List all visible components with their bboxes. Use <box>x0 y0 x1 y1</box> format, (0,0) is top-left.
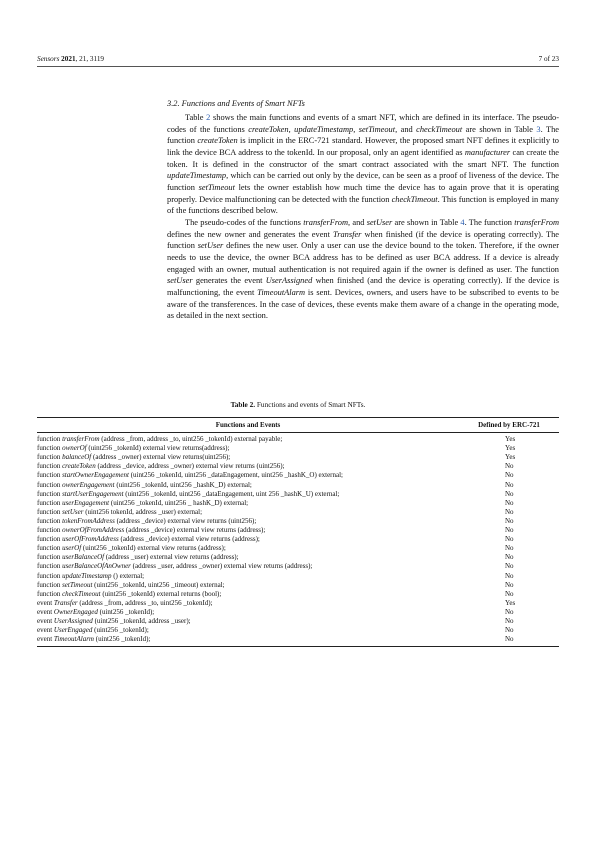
erc721-flag-cell: No <box>505 535 514 544</box>
kind-keyword: event <box>37 616 54 625</box>
erc721-flag-cell: No <box>505 616 514 625</box>
member-name: userBalanceOfAnOwner <box>62 562 131 571</box>
table-row <box>37 535 559 544</box>
table-caption-text: Functions and events of Smart NFTs. <box>255 400 366 409</box>
italic-term: checkTimeout <box>391 194 438 204</box>
member-name: ownerEngagement <box>62 480 115 489</box>
member-signature: (address _device) external view returns (address); <box>124 526 266 535</box>
column-header-erc721: Defined by ERC-721 <box>459 418 559 433</box>
text-run: The pseudo-codes of the functions <box>185 217 304 227</box>
table-row <box>37 481 559 490</box>
italic-term: TimeoutAlarm <box>257 287 306 297</box>
member-name: TimeoutAlarm <box>53 635 94 644</box>
table-reference-link[interactable]: 3 <box>536 124 541 134</box>
italic-term: setTimeout <box>358 124 396 134</box>
table-row <box>37 433 559 445</box>
table-row <box>37 471 559 480</box>
member-signature: (uint256 _tokenId, uint256 _dataEngagement, uint 256 _hashK_U) external; <box>123 489 340 498</box>
table-row <box>37 581 559 590</box>
member-signature: (uint256 _tokenId, uint256 _dataEngagement, uint256 _hashK_O) external; <box>128 471 344 480</box>
table-row <box>37 572 559 581</box>
member-signature: (uint256 _tokenId, uint256 _hashK_D) external; <box>114 480 252 489</box>
text-run: is sent. Devices, owners, and users have to be subscribed to events to be aware of the transferences. In the case of devices, these events make them aware of a change in the operating mode, as detailed in the next section. <box>167 287 560 321</box>
signature-cell <box>37 544 459 553</box>
table-row <box>37 544 559 553</box>
signature-cell <box>37 481 459 490</box>
member-signature: (address _device) external view returns (address); <box>118 535 260 544</box>
erc721-flag-cell: No <box>505 544 514 553</box>
kind-keyword: function <box>37 462 63 471</box>
kind-keyword: function <box>37 535 63 544</box>
table-caption <box>37 400 559 410</box>
kind-keyword: event <box>37 635 54 644</box>
signature-cell <box>37 462 459 471</box>
kind-keyword: function <box>37 453 63 462</box>
table-row <box>37 626 559 635</box>
erc721-flag-cell: No <box>505 526 514 535</box>
text-run: . This function is employed in many of the functions described below. <box>167 194 559 216</box>
member-name: ownerOfFromAddress <box>62 526 125 535</box>
signature-cell <box>37 599 459 608</box>
italic-term: setUser <box>167 276 193 286</box>
table-row <box>37 453 559 462</box>
running-header <box>37 53 559 65</box>
table-row <box>37 617 559 626</box>
italic-term: transferFrom <box>514 217 560 227</box>
member-signature: (address _device, address _owner) external view returns (uint256); <box>95 462 285 471</box>
signature-cell <box>37 635 459 647</box>
erc721-flag-cell: No <box>505 471 514 480</box>
member-signature: (address _user) external view returns (address); <box>104 553 239 562</box>
member-name: UserEngaged <box>53 626 93 635</box>
kind-keyword: function <box>37 489 63 498</box>
erc721-flag-cell: No <box>505 571 514 580</box>
kind-keyword: function <box>37 553 63 562</box>
text-run: generates the event <box>192 276 266 286</box>
italic-term: setTimeout <box>198 182 235 192</box>
signature-cell <box>37 608 459 617</box>
member-signature: (uint256 _tokenId, address _user); <box>92 616 191 625</box>
signature-cell <box>37 572 459 581</box>
text-run: when finished (if the device is operating correctly). The function <box>167 229 559 251</box>
kind-keyword: function <box>37 526 63 535</box>
table-reference-link[interactable]: 2 <box>206 113 211 122</box>
italic-term: checkTimeout <box>416 124 463 134</box>
signature-cell <box>37 626 459 635</box>
member-signature: (uint256 _tokenId) external view returns(address); <box>86 444 230 453</box>
table-row <box>37 508 559 517</box>
paragraph <box>167 112 559 217</box>
table-row <box>37 526 559 535</box>
erc721-flag-cell: Yes <box>505 444 516 453</box>
text-run: defines the new owner and generates the event <box>167 229 334 239</box>
text-run: are shown in Table <box>462 124 537 134</box>
member-signature: (address _from, address _to, uint256 _tokenId); <box>77 598 213 607</box>
italic-term: setUser <box>197 241 224 251</box>
text-run: , and <box>395 124 417 134</box>
erc721-flag-cell: No <box>505 498 514 507</box>
erc721-flag-cell: No <box>505 489 514 498</box>
journal-volume: , 21, 3119 <box>75 55 105 63</box>
table-caption-label: Table 2. <box>230 400 256 409</box>
erc721-flag-cell: No <box>505 589 514 598</box>
signature-cell <box>37 526 459 535</box>
member-signature: (uint256 _tokenId, uint256 _timeout) external; <box>92 580 225 589</box>
erc721-flag-cell: No <box>505 480 514 489</box>
text-run: . The function <box>167 124 560 146</box>
table-row <box>37 553 559 562</box>
erc721-flag-cell: No <box>505 626 514 635</box>
paragraph <box>167 217 559 322</box>
erc721-flag-cell: No <box>459 635 559 647</box>
signature-cell <box>37 499 459 508</box>
kind-keyword: function <box>37 580 63 589</box>
member-name: tokenFromAddress <box>62 516 115 525</box>
signature-cell <box>37 453 459 462</box>
table-header-row <box>37 418 559 433</box>
signature-cell <box>37 444 459 453</box>
member-signature: (address _device) external view returns (uint256); <box>114 516 257 525</box>
kind-keyword: function <box>37 544 63 553</box>
text-run: . The function <box>464 217 515 227</box>
text-run: lets the owner establish how much time the device has to again prove that it is operating properly. Device malfunctioning can be detected with the function <box>167 182 559 204</box>
italic-term: createToken <box>248 124 289 134</box>
kind-keyword: function <box>37 589 63 598</box>
kind-keyword: event <box>37 598 54 607</box>
journal-year: 2021 <box>61 55 76 63</box>
kind-keyword: event <box>37 626 54 635</box>
signature-cell <box>37 535 459 544</box>
italic-term: updateTimestamp <box>167 171 227 181</box>
member-name: updateTimestamp <box>62 571 112 580</box>
text-run: defines the new user. Only a user can use the device bound to the token. Therefore, if the owner needs to use the device, the owner BCA address has to be defined as user BCA address. If a device is already engaged with an owner, mutual authentication is not required again if the owner is defined as user. The function <box>167 241 559 274</box>
text-run: is implicit in the ERC-721 standard. However, the proposed smart NFT defines it explicitly to link the device BCA address to the tokenId. In our proposal, only an agent identified as <box>167 136 559 157</box>
table-reference-link[interactable]: 4 <box>460 217 465 227</box>
signature-cell <box>37 562 459 571</box>
signature-cell <box>37 508 459 517</box>
erc721-flag-cell: No <box>505 553 514 562</box>
table-row <box>37 599 559 608</box>
member-name: startOwnerEngagement <box>62 471 129 480</box>
member-name: ownerOf <box>62 444 87 453</box>
member-name: userEngagement <box>62 498 110 507</box>
member-signature: () external; <box>111 571 145 580</box>
member-name: setTimeout <box>62 580 93 589</box>
member-signature: (address _user, address _owner) external view returns (address); <box>130 562 313 571</box>
text-run: shows the main functions and events of a smart NFT, which are defined in its interface. The pseudo-codes of the functions <box>167 113 559 134</box>
kind-keyword: function <box>37 435 63 444</box>
member-signature: (uint256 _tokenId); <box>97 607 155 616</box>
member-name: userBalanceOf <box>62 553 105 562</box>
text-run: , which can be carried out only by the device, can be seen as a proof of liveness of the device. The function <box>167 171 559 192</box>
italic-term: Transfer <box>333 229 362 239</box>
table-row <box>37 499 559 508</box>
member-name: userOf <box>62 544 82 553</box>
text-run: can create the token. It is defined in the constructor of the smart contract associated with the smart NFT. The function <box>167 147 559 169</box>
signature-cell <box>37 433 459 445</box>
italic-term: setUser <box>366 217 393 227</box>
member-name: startUserEngagement <box>62 489 124 498</box>
kind-keyword: function <box>37 507 63 516</box>
signature-cell <box>37 490 459 499</box>
functions-events-table <box>37 417 559 647</box>
kind-keyword: event <box>37 607 54 616</box>
table-row <box>37 490 559 499</box>
signature-cell <box>37 617 459 626</box>
kind-keyword: function <box>37 571 63 580</box>
text-run: Table <box>185 113 207 122</box>
page-number: 7 of 23 <box>538 55 559 63</box>
erc721-flag-cell: No <box>505 516 514 525</box>
kind-keyword: function <box>37 498 63 507</box>
section-heading: 3.2. Functions and Events of Smart NFTs <box>167 99 305 108</box>
member-name: balanceOf <box>62 453 92 462</box>
body-text <box>167 112 559 322</box>
erc721-flag-cell: No <box>505 607 514 616</box>
kind-keyword: function <box>37 516 63 525</box>
table-row <box>37 444 559 453</box>
column-header-functions: Functions and Events <box>37 418 459 433</box>
member-name: OwnerEngaged <box>53 607 98 616</box>
italic-term: manufacturer <box>464 147 511 157</box>
kind-keyword: function <box>37 471 63 480</box>
kind-keyword: function <box>37 444 63 453</box>
italic-term: UserAssigned <box>265 276 313 286</box>
table-row <box>37 462 559 471</box>
table-row <box>37 590 559 599</box>
table-row <box>37 635 559 647</box>
kind-keyword: function <box>37 562 63 571</box>
member-signature: (uint256 _tokenId, uint256 _ hashK_D) external; <box>109 498 249 507</box>
member-signature: (uint256 tokenId, address _user) external; <box>83 507 203 516</box>
erc721-flag-cell: No <box>505 507 514 516</box>
table-row <box>37 517 559 526</box>
text-run: are shown in Table <box>392 217 461 227</box>
member-signature: (uint256 _tokenId); <box>93 635 151 644</box>
erc721-flag-cell: No <box>505 562 514 571</box>
erc721-flag-cell: No <box>505 580 514 589</box>
signature-cell <box>37 553 459 562</box>
member-name: Transfer <box>53 598 78 607</box>
member-signature: (uint256 _tokenId); <box>92 626 149 635</box>
text-run: when finished (and the device is operating correctly). If the device is malfunctioning, the event <box>167 276 559 297</box>
text-run: , <box>353 124 359 134</box>
member-signature: (address _owner) external view returns(uint256); <box>91 453 231 462</box>
member-name: checkTimeout <box>62 589 101 598</box>
member-name: UserAssigned <box>53 616 93 625</box>
table-row <box>37 608 559 617</box>
member-name: userOfFromAddress <box>62 535 119 544</box>
kind-keyword: function <box>37 480 63 489</box>
signature-cell <box>37 590 459 599</box>
text-run: , and <box>348 217 367 227</box>
signature-cell <box>37 581 459 590</box>
erc721-flag-cell: Yes <box>505 435 516 444</box>
member-name: setUser <box>62 507 84 516</box>
member-signature: (uint256 _tokenId) external returns (bool); <box>100 589 222 598</box>
member-signature: (address _from, address _to, uint256 _tokenId) external payable; <box>99 435 283 444</box>
journal-citation <box>37 53 104 65</box>
member-name: createToken <box>62 462 96 471</box>
text-run: , <box>288 124 295 134</box>
italic-term: transferFrom <box>303 217 349 227</box>
member-signature: (uint256 _tokenId) external view returns (address); <box>81 544 226 553</box>
signature-cell <box>37 517 459 526</box>
italic-term: updateTimestamp <box>294 124 354 134</box>
header-rule <box>37 66 559 67</box>
table-body <box>37 433 559 647</box>
erc721-flag-cell: Yes <box>505 598 516 607</box>
member-name: transferFrom <box>62 435 100 444</box>
journal-name: Sensors <box>37 55 60 63</box>
signature-cell <box>37 471 459 480</box>
table-row <box>37 562 559 571</box>
italic-term: createToken <box>197 136 238 146</box>
erc721-flag-cell: No <box>505 462 514 471</box>
erc721-flag-cell: Yes <box>505 453 516 462</box>
